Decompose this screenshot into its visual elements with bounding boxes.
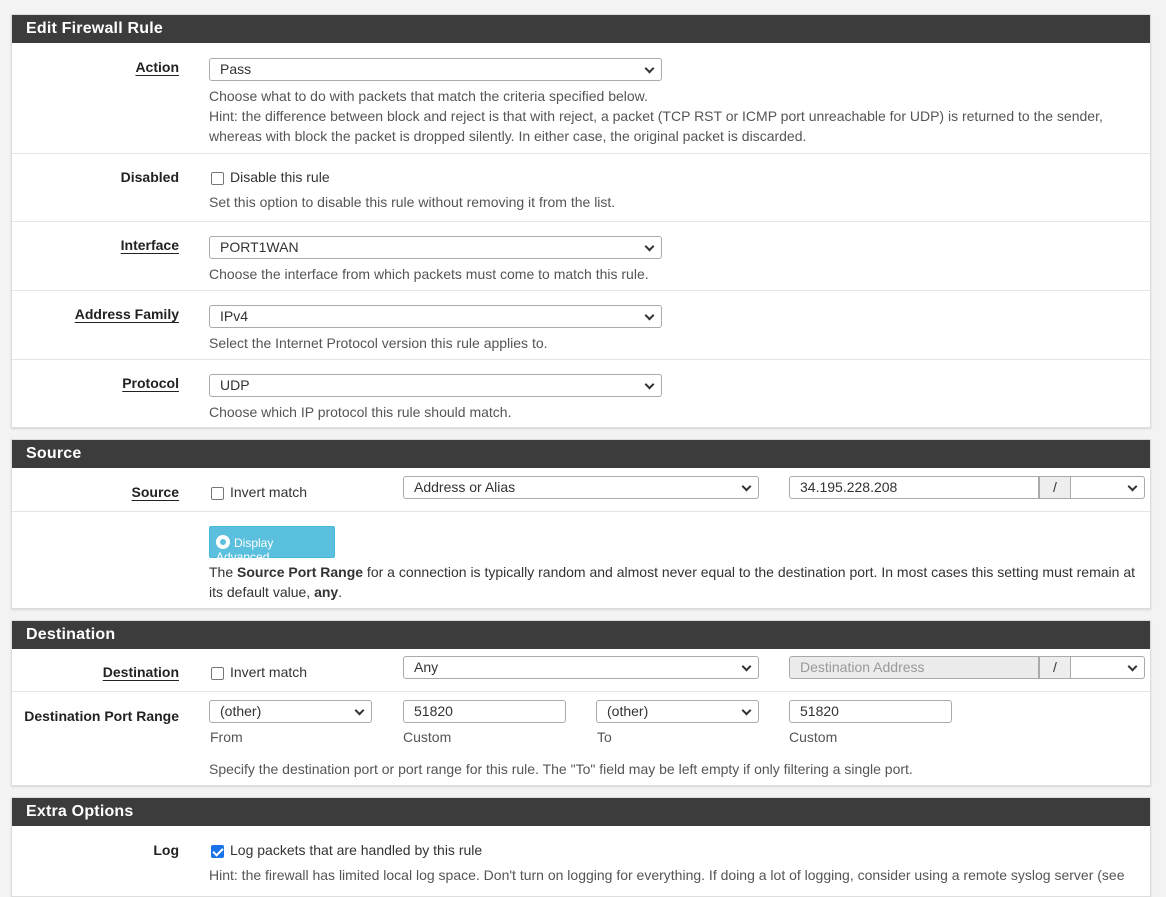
chevron-down-icon — [645, 380, 655, 390]
address-family-select-value: IPv4 — [220, 308, 249, 324]
port-to-select-value: (other) — [607, 703, 649, 719]
port-to-caption: To — [597, 729, 612, 745]
disabled-help: Set this option to disable this rule without removing it from the list. — [209, 194, 616, 210]
destination-invert-checkbox[interactable] — [211, 667, 224, 680]
chevron-down-icon — [742, 662, 752, 672]
address-family-label: Address Family — [74, 306, 179, 322]
chevron-down-icon — [1128, 662, 1138, 672]
disable-rule-checkbox-label[interactable]: Disable this rule — [230, 169, 330, 185]
address-family-row — [12, 290, 1150, 359]
disabled-row — [12, 153, 1150, 221]
log-help: Hint: the firewall has limited local log space. Don't turn on logging for everything. If doing a lot of logging, consider using a remote syslog server (see — [209, 867, 1125, 883]
destination-port-row — [12, 691, 1150, 787]
extra-options-panel — [11, 797, 1151, 897]
source-help-bold: Source Port Range — [237, 564, 364, 580]
disable-rule-checkbox[interactable] — [211, 172, 224, 185]
action-select[interactable] — [209, 58, 662, 81]
panel-heading-source: Source — [12, 440, 1150, 468]
chevron-down-icon — [1128, 482, 1138, 492]
destination-mask-select[interactable] — [1070, 656, 1145, 679]
source-slash: / — [1039, 476, 1071, 499]
source-mask-select[interactable] — [1070, 476, 1145, 499]
source-port-help — [209, 562, 1139, 602]
source-type-value: Address or Alias — [414, 479, 516, 495]
port-from-select[interactable] — [209, 700, 372, 723]
protocol-row — [12, 359, 1150, 428]
panel-heading-edit-firewall-rule: Edit Firewall Rule — [12, 15, 1150, 43]
source-invert-label[interactable]: Invert match — [230, 484, 308, 500]
source-type-select[interactable] — [403, 476, 759, 499]
destination-address-input[interactable]: Destination Address — [789, 656, 1039, 679]
chevron-down-icon — [645, 311, 655, 321]
source-label: Source — [131, 484, 179, 500]
action-select-value: Pass — [220, 61, 252, 77]
action-help — [209, 86, 1139, 146]
display-advanced-label: Display Advanced — [216, 536, 274, 564]
source-advanced-row — [12, 511, 1150, 608]
interface-help: Choose the interface from which packets must come to match this rule. — [209, 266, 649, 282]
chevron-down-icon — [355, 706, 365, 716]
protocol-select-value: UDP — [220, 377, 250, 393]
interface-row — [12, 221, 1150, 290]
destination-label: Destination — [102, 664, 179, 680]
disabled-label: Disabled — [120, 169, 179, 185]
protocol-help: Choose which IP protocol this rule should match. — [209, 404, 512, 420]
source-address-input[interactable]: 34.195.228.208 — [789, 476, 1039, 499]
destination-panel — [11, 620, 1151, 786]
interface-select-value: PORT1WAN — [220, 239, 299, 255]
panel-heading-extra-options: Extra Options — [12, 798, 1150, 826]
destination-port-label: Destination Port Range — [24, 708, 179, 724]
display-advanced-button[interactable] — [209, 526, 335, 564]
edit-firewall-rule-panel — [11, 14, 1151, 428]
gear-icon — [216, 535, 230, 549]
chevron-down-icon — [645, 64, 655, 74]
protocol-select[interactable] — [209, 374, 662, 397]
source-help-line2: its default value, — [209, 584, 315, 600]
log-packets-checkbox[interactable] — [211, 845, 224, 858]
log-row — [12, 826, 1150, 896]
port-to-custom-input[interactable]: 51820 — [789, 700, 952, 723]
chevron-down-icon — [742, 482, 752, 492]
panel-heading-destination: Destination — [12, 621, 1150, 649]
action-row — [12, 43, 1150, 153]
source-help-mid: for a connection is typically random and almost never equal to the destination port. In most cases this setting must remain at — [363, 564, 1135, 580]
port-from-custom-input[interactable]: 51820 — [403, 700, 566, 723]
port-from-custom-caption: Custom — [403, 729, 452, 745]
destination-type-value: Any — [414, 659, 439, 675]
action-help-line1: Choose what to do with packets that match the criteria specified below. — [209, 88, 648, 104]
action-help-line3: whereas with block the packet is dropped silently. In either case, the original packet is discarded. — [209, 128, 807, 144]
action-label: Action — [135, 59, 179, 75]
address-family-help: Select the Internet Protocol version this rule applies to. — [209, 335, 548, 351]
destination-type-select[interactable] — [403, 656, 759, 679]
log-label: Log — [153, 842, 179, 858]
interface-label: Interface — [120, 237, 179, 253]
port-from-caption: From — [210, 729, 243, 745]
destination-invert-label[interactable]: Invert match — [230, 664, 308, 680]
source-row — [12, 468, 1150, 511]
chevron-down-icon — [645, 242, 655, 252]
log-packets-label[interactable]: Log packets that are handled by this rule — [230, 842, 483, 858]
source-help-any: any — [314, 584, 339, 600]
address-family-select[interactable] — [209, 305, 662, 328]
interface-select[interactable] — [209, 236, 662, 259]
chevron-down-icon — [742, 706, 752, 716]
destination-port-help: Specify the destination port or port range for this rule. The "To" field may be left empty if only filtering a single port. — [209, 761, 913, 777]
source-help-end: . — [338, 584, 343, 600]
protocol-label: Protocol — [122, 375, 179, 391]
destination-row — [12, 649, 1150, 691]
port-from-select-value: (other) — [220, 703, 262, 719]
destination-slash: / — [1039, 656, 1071, 679]
source-help-pre: The — [209, 564, 238, 580]
source-panel — [11, 439, 1151, 609]
source-invert-checkbox[interactable] — [211, 487, 224, 500]
port-to-select[interactable] — [596, 700, 759, 723]
port-to-custom-caption: Custom — [789, 729, 838, 745]
action-help-line2: Hint: the difference between block and reject is that with reject, a packet (TCP RST or ICMP port unreachable for UDP) is returned to the sender, — [209, 108, 1103, 124]
